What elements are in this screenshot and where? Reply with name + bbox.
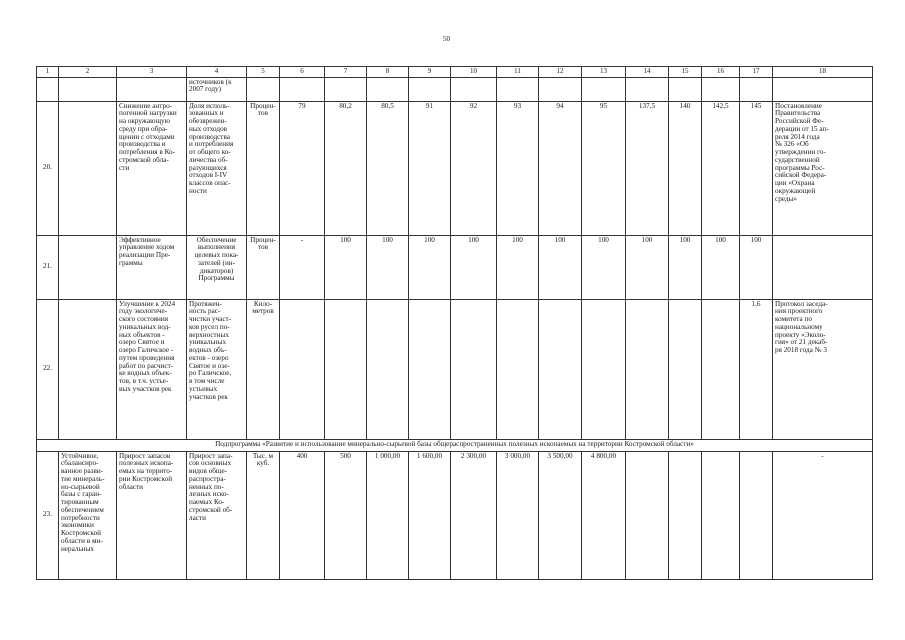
header-cell: 6	[280, 67, 325, 78]
value-cell: 100	[409, 235, 451, 299]
header-cell: 4	[187, 67, 247, 78]
header-cell: 9	[409, 67, 451, 78]
value-cell: 80,2	[325, 101, 367, 235]
value-cell: 91	[409, 101, 451, 235]
value-cell: 400	[280, 451, 325, 579]
value-cell: 100	[582, 235, 626, 299]
task-cell: Снижение антро- погенной нагрузки на окружающую среду при обра- щении с отходами производства и потребления в Ко- стромской обла- сти	[117, 101, 187, 235]
value-cell: 1,6	[740, 299, 773, 439]
value-cell: 80,5	[367, 101, 409, 235]
value-cell: 140	[669, 101, 702, 235]
value-cell: 100	[497, 235, 539, 299]
source-cell: -	[773, 451, 873, 579]
goal-cell: Устойчивое, сбалансиро- ванное разви- тие минераль- но-сырьевой базы с гаран- тированным обеспечением потребности экономики Костромской области в ми- неральных	[59, 451, 117, 579]
indicator-cell: Протяжен- ность рас- чистки участ- ков русел по- верхностных уникальных водных объ- ектов - озеро Святое и озе- ро Галичское, в том числе устьевых участков рек	[187, 299, 247, 439]
value-cell: 79	[280, 101, 325, 235]
value-cell: 100	[702, 235, 740, 299]
source-cell: Протокол заседа- ния проектного комитета по национальному проекту «Эколо- гия» от 21 декаб- ря 2018 года № 3	[773, 299, 873, 439]
header-cell: 3	[117, 67, 187, 78]
header-cell: 15	[669, 67, 702, 78]
value-cell: 137,5	[626, 101, 669, 235]
value-cell: 95	[582, 101, 626, 235]
header-cell: 14	[626, 67, 669, 78]
task-cell: Улучшение к 2024 году экологиче- ского состояния уникальных вод- ных объектов - озеро Святое и озеро Галичское - путем проведения работ по расчист- ке водных объек- тов, в т.ч. устье- вых участков рек	[117, 299, 187, 439]
indicator-cell: Прирост запа- сов основных видов обще- распростра- ненных по- лезных иско- паемых Ко- стромской об- ласти	[187, 451, 247, 579]
value-cell	[740, 451, 773, 579]
value-cell: 100	[325, 235, 367, 299]
value-cell: 100	[669, 235, 702, 299]
table-row	[37, 299, 873, 439]
header-cell: 12	[539, 67, 582, 78]
value-cell: 94	[539, 101, 582, 235]
row-number: 20.	[37, 101, 59, 235]
header-cell: 11	[497, 67, 539, 78]
value-cell: 100	[451, 235, 497, 299]
value-cell: 100	[367, 235, 409, 299]
unit-cell: Тыс. м куб.	[247, 451, 280, 579]
table-row	[37, 101, 873, 235]
source-cell: Постановление Правительства Российской Фе- дерации от 15 ап- реля 2014 года № 326 «Об утверждении го- сударственной программы Рос- сийской Федера- ции «Охрана окружающей среды»	[773, 101, 873, 235]
header-cell: 7	[325, 67, 367, 78]
value-cell	[702, 451, 740, 579]
indicator-cell: Доля исполь- зованных и обезврежен- ных отходов производства и потребления от общего ко- личества об- разующихся отходов I-IV классов опас- ности	[187, 101, 247, 235]
value-cell: 3 000,00	[497, 451, 539, 579]
header-cell: 10	[451, 67, 497, 78]
row-number: 21.	[37, 235, 59, 299]
table-row	[37, 451, 873, 579]
value-cell: 100	[539, 235, 582, 299]
task-cell: Прирост запасов полезных ископа- емых на террито- рии Костромской области	[117, 451, 187, 579]
header-cell: 13	[582, 67, 626, 78]
header-cell: 8	[367, 67, 409, 78]
subprogram-title: Подпрограмма «Развитие и использование минерально-сырьевой базы общераспространенных полезных ископаемых на территории Костромской области»	[37, 439, 873, 451]
value-cell: 100	[626, 235, 669, 299]
table-row	[37, 235, 873, 299]
indicator-cell: Обеспечение выполнения целевых пока- зателей (ин- дикаторов) Программы	[187, 235, 247, 299]
table-row	[37, 77, 873, 101]
header-cell: 5	[247, 67, 280, 78]
value-cell: 1 000,00	[367, 451, 409, 579]
value-cell: 2 300,00	[451, 451, 497, 579]
page-number: 50	[443, 35, 450, 43]
task-cell: Эффективное управление ходом реализации Пре- граммы	[117, 235, 187, 299]
value-cell: 100	[740, 235, 773, 299]
value-cell	[669, 451, 702, 579]
value-cell: 4 800,00	[582, 451, 626, 579]
subprogram-row	[37, 439, 873, 451]
header-row	[37, 67, 873, 78]
continuation-cell: источников (к 2007 году)	[187, 77, 247, 101]
unit-cell: Процен- тов	[247, 101, 280, 235]
row-number: 23.	[37, 451, 59, 579]
value-cell: 92	[451, 101, 497, 235]
value-cell: 500	[325, 451, 367, 579]
value-cell	[626, 451, 669, 579]
header-cell: 18	[773, 67, 873, 78]
indicators-table	[36, 66, 873, 580]
row-number: 22.	[37, 299, 59, 439]
header-cell: 2	[59, 67, 117, 78]
header-cell: 17	[740, 67, 773, 78]
value-cell: 142,5	[702, 101, 740, 235]
value-cell: 1 600,00	[409, 451, 451, 579]
unit-cell: Процен- тов	[247, 235, 280, 299]
value-cell: 93	[497, 101, 539, 235]
value-cell: -	[280, 235, 325, 299]
value-cell: 3 500,00	[539, 451, 582, 579]
value-cell: 145	[740, 101, 773, 235]
unit-cell: Кило- метров	[247, 299, 280, 439]
header-cell: 16	[702, 67, 740, 78]
header-cell: 1	[37, 67, 59, 78]
